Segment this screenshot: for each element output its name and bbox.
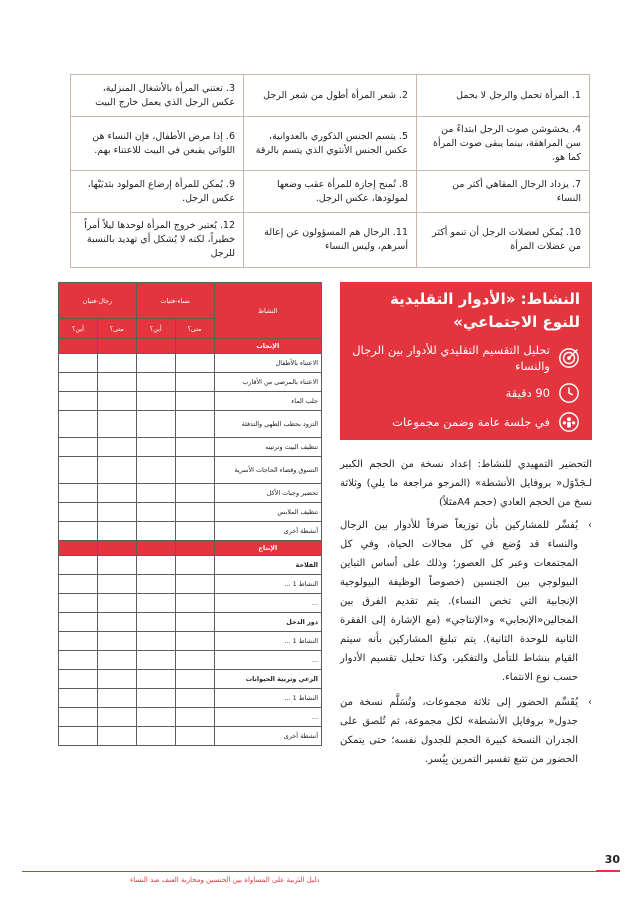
activity-label: ... — [214, 594, 322, 613]
activity-label: الفلاحة — [214, 556, 322, 575]
statement-cell: 5. يتسم الجنس الذكوري بالعدوانية، عكس الجنس الأنثوي الذي يتسم بالرقة — [244, 117, 417, 171]
statement-cell: 10. يُمكن لعضلات الرجل أن تنمو أكثر من عضلات المرأة — [417, 213, 590, 267]
sub-when-header: متى؟ — [97, 319, 136, 339]
footer-divider — [22, 871, 600, 872]
section-row — [59, 541, 322, 556]
col-men-header: رجال-فتيان — [59, 283, 137, 319]
activity-label: تنظيف الملابس — [214, 503, 322, 522]
sub-where-header: أين؟ — [59, 319, 98, 339]
table-row — [59, 411, 322, 438]
activity-label: ... — [214, 708, 322, 727]
duration-text: 90 دقيقة — [505, 385, 550, 400]
format-text: في جلسة عامة وضمن مجموعات — [392, 414, 550, 429]
statement-cell: 1. المرأة تحمل والرجل لا يحمل — [417, 75, 590, 117]
statement-cell: 2. شعر المرأة أطول من شعر الرجل — [244, 75, 417, 117]
activity-label: دور الدخل — [214, 613, 322, 632]
table-row — [59, 575, 322, 594]
statement-cell: 11. الرجال هم المسؤولون عن إعالة أسرهم، وليس النساء — [244, 213, 417, 267]
table-row — [59, 708, 322, 727]
statement-cell: 12. يُعتبر خروج المرأة لوحدها ليلاً أمراً خطيراً، لكنه لا يُشكل أي تهديد بالنسبة للرجل — [71, 213, 244, 267]
page-number: 30 — [604, 853, 620, 866]
statements-row — [71, 213, 590, 267]
activity-label: النشاط 1 ... — [214, 575, 322, 594]
table-row — [59, 689, 322, 708]
table-row — [59, 727, 322, 746]
table-row — [59, 354, 322, 373]
guide-title: دليل التربية على المساواة بين الجنسين ومحاربة العنف ضد النساء — [130, 876, 320, 884]
statement-cell: 7. يزداد الرجال المقاهي أكثر من النساء — [417, 171, 590, 213]
table-row — [59, 438, 322, 457]
list-item — [340, 693, 592, 769]
sub-where-header: أين؟ — [136, 319, 175, 339]
statement-cell: 4. يخشوشن صوت الرجل ابتداءً من سن المراهقة، بينما يبقى صوت المرأة كما هو. — [417, 117, 590, 171]
bullet-icon: › — [588, 697, 592, 708]
table-row — [59, 670, 322, 689]
table-row — [59, 503, 322, 522]
list-item-text: يُفسِّر للمشاركين بأن توزيعاً صرفاً للأدوار بين الرجال والنساء قد وُضع في كل مجالات الحياة، وفي كل المجتمعات وعبر كل العصور؛ وذلك على أساس التباين البيولوجي بين الجنسين (خصوصاً الوظيفة البيولوجية الإنجابية التي تخص النساء). يتم تقديم الفرق بين المجالين«الإنجابي» و«الإنتاجي» (مع الإشارة إلى الفقرة الثانية للوحدة الثانية). يتم تبليغ المشاركين بأنه سيتم القيام بنشاط للتأمل والتفكير، وكذا تحليل تقسيم الأدوار حسب نوع الانتماء. — [340, 520, 578, 683]
intro-paragraph: التحضير التمهيدي للنشاط: إعداد نسخة من الحجم الكبير لـجَدْوَل« بروفايل الأنشطة» (المرجو مراجعة ما يلي) وثلاثة نسخ من الحجم العادي (حجم A4مثلاً) — [340, 459, 592, 508]
activity-header-box — [340, 282, 592, 440]
instructions-list — [340, 516, 592, 769]
table-row — [59, 522, 322, 541]
format-row — [350, 411, 580, 433]
group-icon — [558, 411, 580, 433]
list-item — [340, 516, 592, 687]
statement-cell: 6. إذا مرض الأطفال، فإن النساء هن اللواتي يقبعن في البيت للاعتناء بهم. — [71, 117, 244, 171]
activity-label: أنشطة أخرى — [214, 727, 322, 746]
table-row — [59, 594, 322, 613]
activity-label: التسوق وقضاء الحاجات الأسرية — [214, 457, 322, 484]
activity-label: الرعي وتربية الحيوانات — [214, 670, 322, 689]
table-row — [59, 457, 322, 484]
statement-cell: 3. تعتني المرأة بالأشغال المنزلية، عكس الرجل الذي يعمل خارج البيت — [71, 75, 244, 117]
statements-row — [71, 117, 590, 171]
statements-row — [71, 171, 590, 213]
instructions — [340, 455, 592, 775]
table-row — [59, 556, 322, 575]
table-row — [59, 484, 322, 503]
statement-cell: 9. يُمكن للمرأة إرضاع المولود بثديَيْها، عكس الرجل. — [71, 171, 244, 213]
activity-title: النشاط: «الأدوار التقليدية للنوع الاجتماعي» — [390, 290, 580, 332]
activity-label: ... — [214, 651, 322, 670]
section-row — [59, 339, 322, 354]
objective-row — [350, 342, 580, 375]
section-reproduction: الإنجاب — [214, 339, 322, 354]
duration-row — [350, 382, 580, 404]
activity-profile-table — [58, 282, 322, 746]
activity-label: تحضير وجبات الأكل — [214, 484, 322, 503]
activity-label: النشاط 1 ... — [214, 689, 322, 708]
table-row — [59, 613, 322, 632]
table-row — [59, 651, 322, 670]
activity-label: النشاط 1 ... — [214, 632, 322, 651]
objective-text: تحليل التقسيم التقليدي للأدوار بين الرجال والنساء — [352, 342, 550, 374]
section-production: الإنتاج — [214, 541, 322, 556]
target-icon — [558, 347, 580, 369]
bullet-icon: › — [588, 520, 592, 531]
activity-label: التزود بحطب الطهي والتدفئة — [214, 411, 322, 438]
table-row — [59, 392, 322, 411]
statement-cell: 8. تُمنح إجازة للمرأة عقب وضعها لمولودها، عكس الرجل. — [244, 171, 417, 213]
activity-label: الاعتناء بالمرضى من الأقارب — [214, 373, 322, 392]
activity-label: الاعتناء بالأطفال — [214, 354, 322, 373]
table-row — [59, 373, 322, 392]
col-women-header: نساء-فتيات — [136, 283, 214, 319]
table-row — [59, 632, 322, 651]
statements-row — [71, 75, 590, 117]
col-activity-header: النشاط — [214, 283, 322, 339]
list-item-text: يُقَسِّم الحضور إلى ثلاثة مجموعات، وتُسَلَّم نسخة من جدول« بروفايل الأنشطة» لكل مجموعة، ثم تُلصق على الجدران النسخة كبيرة الحجم للجدول نفسه؛ حتى يتمكن الحضور من تتبع تفسير التمرين بِيُسر. — [340, 697, 578, 765]
sub-when-header: متى؟ — [175, 319, 214, 339]
activity-label: تنظيف البيت وترتيبه — [214, 438, 322, 457]
activity-label: جلب الماء — [214, 392, 322, 411]
clock-icon — [558, 382, 580, 404]
activity-label: أنشطة أخرى — [214, 522, 322, 541]
statements-table — [70, 74, 590, 268]
